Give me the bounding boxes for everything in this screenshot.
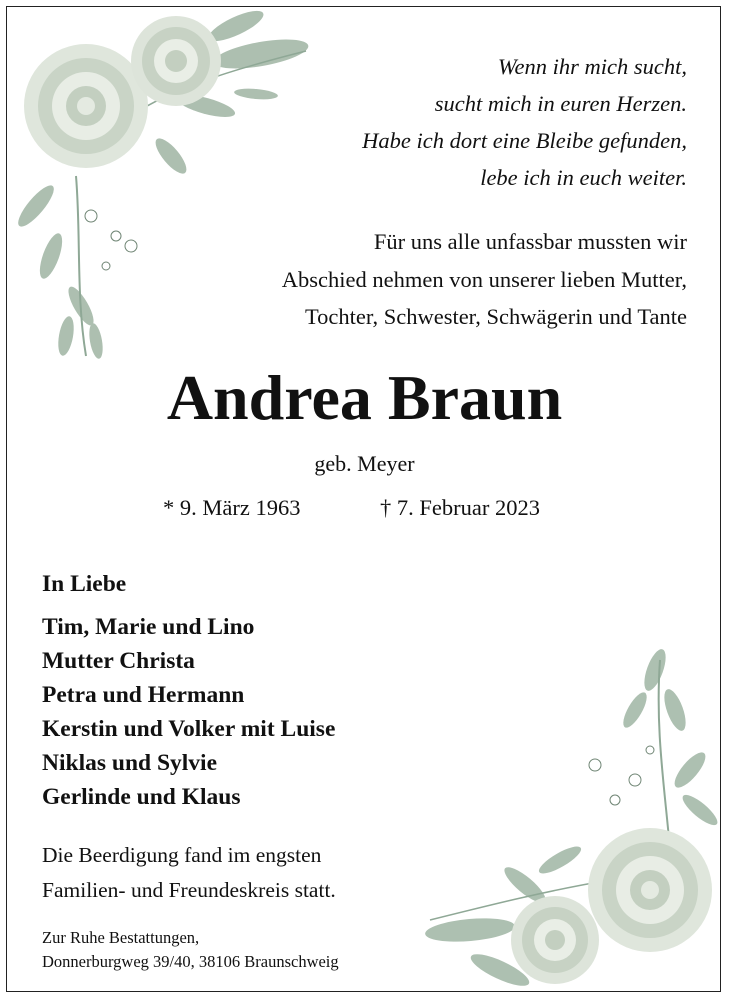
funeral-line: Familien- und Freundeskreis statt. bbox=[42, 878, 336, 902]
poem-line: Wenn ihr mich sucht, bbox=[497, 54, 687, 79]
intro-line: Abschied nehmen von unserer lieben Mutter, bbox=[281, 266, 687, 292]
birth-date: * 9. März 1963 bbox=[163, 495, 301, 520]
mourner: Mutter Christa bbox=[42, 648, 195, 674]
undertaker-line: Donnerburgweg 39/40, 38106 Braunschweig bbox=[42, 952, 339, 971]
intro-line: Für uns alle unfassbar mussten wir bbox=[373, 229, 687, 254]
rose-bouquet-bottom-right-icon bbox=[410, 640, 722, 992]
poem-line: sucht mich in euren Herzen. bbox=[434, 91, 687, 116]
mourner: Gerlinde und Klaus bbox=[42, 784, 241, 810]
in-love-heading: In Liebe bbox=[42, 571, 127, 597]
poem bbox=[267, 48, 687, 196]
mourners-list bbox=[42, 610, 335, 814]
birth-name: geb. Meyer bbox=[314, 451, 415, 476]
mourner: Niklas und Sylvie bbox=[42, 750, 218, 776]
undertaker-info bbox=[42, 926, 339, 974]
intro-text bbox=[167, 223, 687, 336]
mourner: Petra und Hermann bbox=[42, 682, 245, 708]
funeral-note bbox=[42, 838, 336, 908]
deceased-name: Andrea Braun bbox=[166, 362, 563, 433]
intro-line: Tochter, Schwester, Schwägerin und Tante bbox=[304, 304, 687, 329]
undertaker-line: Zur Ruhe Bestattungen, bbox=[42, 928, 200, 947]
funeral-line: Die Beerdigung fand im engsten bbox=[42, 843, 322, 867]
mourner: Tim, Marie und Lino bbox=[42, 614, 255, 640]
death-date: † 7. Februar 2023 bbox=[380, 495, 540, 520]
poem-line: lebe ich in euch weiter. bbox=[480, 165, 687, 190]
mourner: Kerstin und Volker mit Luise bbox=[42, 716, 336, 742]
poem-line: Habe ich dort eine Bleibe gefunden, bbox=[362, 128, 687, 153]
